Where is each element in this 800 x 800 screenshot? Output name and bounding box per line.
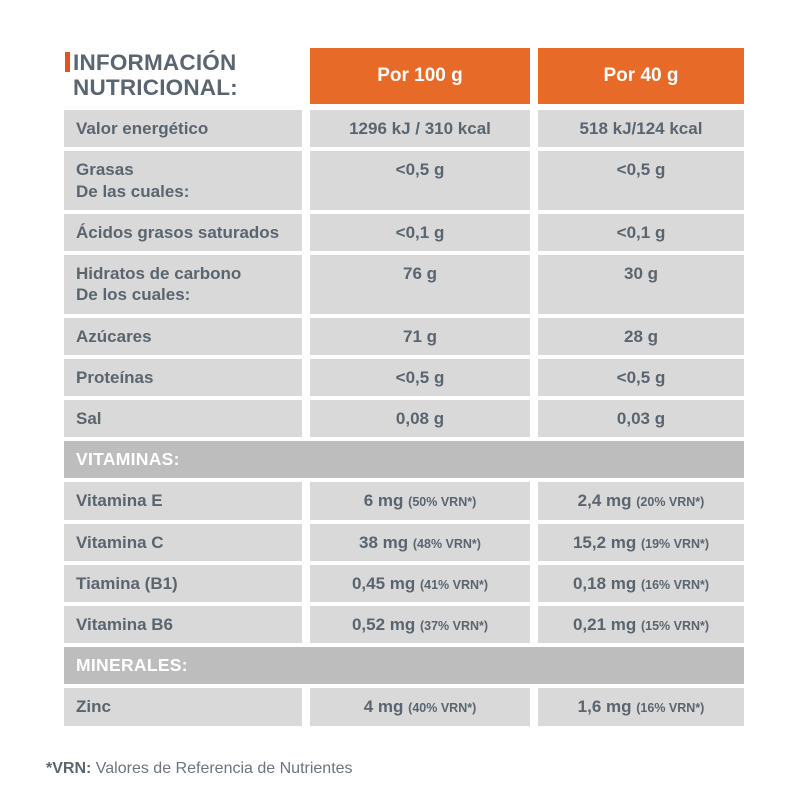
value-text: 6 mg	[363, 491, 404, 511]
title-text	[73, 50, 238, 101]
table-header-row	[64, 48, 744, 104]
row-label	[64, 214, 302, 251]
row-sublabel: De los cuales:	[76, 285, 191, 305]
section-header-row-minerales	[64, 647, 744, 684]
vrn-footnote	[46, 760, 353, 778]
row-label	[64, 359, 302, 396]
section-header-row-vitaminas	[64, 441, 744, 478]
table-row-sal	[64, 400, 744, 437]
column-header-per-40g: Por 40 g	[538, 48, 744, 104]
row-label	[64, 688, 302, 725]
nutrition-table	[64, 48, 744, 730]
value-text: 0,45 mg	[351, 573, 416, 593]
value-per-40g	[538, 400, 744, 437]
section-header-label: VITAMINAS:	[64, 441, 744, 478]
value-per-100g	[310, 400, 530, 437]
value-text: 15,2 mg	[572, 532, 637, 552]
value-text: 1296 kJ / 310 kcal	[349, 119, 491, 138]
value-text: <0,5 g	[616, 367, 666, 387]
row-label	[64, 255, 302, 314]
row-label-text: Hidratos de carbono	[76, 264, 242, 283]
table-row-vitamina-b6	[64, 606, 744, 643]
title-line2: NUTRICIONAL:	[73, 75, 238, 101]
accent-bar-icon	[65, 52, 70, 72]
value-vrn-note: (41% VRN*)	[419, 577, 489, 592]
value-per-100g	[310, 565, 530, 602]
row-label-text: Sal	[76, 409, 102, 428]
table-title	[64, 48, 302, 104]
value-per-40g	[538, 482, 744, 519]
table-row-azucares	[64, 318, 744, 355]
value-per-40g	[538, 524, 744, 561]
value-per-100g	[310, 482, 530, 519]
row-label-text: Tiamina (B1)	[76, 573, 178, 593]
value-per-40g	[538, 255, 744, 314]
value-text: 0,08 g	[395, 409, 445, 428]
value-text: 0,52 mg	[351, 615, 416, 634]
title-line1: INFORMACIÓN	[73, 50, 237, 75]
vrn-footnote-definition: Valores de Referencia de Nutrientes	[95, 760, 353, 777]
value-text: 518 kJ/124 kcal	[579, 119, 703, 138]
table-row-hidratos-de-carbono	[64, 255, 744, 314]
value-text: 30 g	[623, 264, 659, 283]
value-text: 2,4 mg	[577, 491, 632, 511]
row-label	[64, 400, 302, 437]
value-per-40g	[538, 606, 744, 643]
value-per-100g	[310, 318, 530, 355]
row-label-text: Valor energético	[76, 119, 209, 138]
value-text: <0,5 g	[616, 160, 666, 180]
value-per-40g	[538, 688, 744, 725]
value-vrn-note: (19% VRN*)	[640, 536, 710, 551]
row-label	[64, 606, 302, 643]
value-text: 0,21 mg	[572, 615, 637, 634]
value-per-100g	[310, 688, 530, 725]
row-label-text: Azúcares	[76, 326, 152, 346]
value-text: <0,1 g	[395, 222, 445, 242]
value-text: <0,5 g	[395, 367, 445, 387]
row-label-text: Vitamina E	[76, 491, 163, 511]
row-label	[64, 524, 302, 561]
value-text: <0,1 g	[616, 222, 666, 242]
row-label	[64, 110, 302, 147]
value-vrn-note: (48% VRN*)	[412, 536, 481, 551]
value-per-40g	[538, 110, 744, 147]
vrn-footnote-term: *VRN:	[46, 760, 92, 777]
value-per-40g	[538, 214, 744, 251]
table-row-valor-energetico	[64, 110, 744, 147]
row-label-text: Grasas	[76, 160, 134, 180]
value-vrn-note: (20% VRN*)	[636, 495, 705, 510]
value-vrn-note: (37% VRN*)	[419, 619, 489, 633]
value-text: 28 g	[623, 326, 659, 346]
row-sublabel: De las cuales:	[76, 181, 190, 201]
row-label-text: Ácidos grasos saturados	[76, 222, 280, 242]
value-per-40g	[538, 318, 744, 355]
value-vrn-note: (16% VRN*)	[640, 577, 710, 592]
value-per-100g	[310, 214, 530, 251]
value-text: 71 g	[402, 326, 438, 346]
table-row-vitamina-e	[64, 482, 744, 519]
value-per-100g	[310, 110, 530, 147]
value-per-40g	[538, 151, 744, 210]
value-per-40g	[538, 565, 744, 602]
value-vrn-note: (50% VRN*)	[408, 495, 477, 510]
table-row-zinc	[64, 688, 744, 725]
value-text: 4 mg	[363, 697, 404, 717]
table-row-vitamina-c	[64, 524, 744, 561]
row-label	[64, 318, 302, 355]
column-header-per-100g: Por 100 g	[310, 48, 530, 104]
row-label-text: Zinc	[76, 697, 111, 717]
row-label-text: Vitamina C	[76, 532, 164, 552]
value-text: 76 g	[402, 264, 438, 283]
value-per-100g	[310, 255, 530, 314]
row-label	[64, 482, 302, 519]
row-label-text: Vitamina B6	[76, 615, 174, 634]
value-per-100g	[310, 359, 530, 396]
value-text: 0,18 mg	[572, 573, 637, 593]
value-vrn-note: (15% VRN*)	[640, 619, 710, 633]
value-text: 1,6 mg	[577, 697, 632, 717]
value-per-100g	[310, 151, 530, 210]
table-row-acidos-grasos-saturados	[64, 214, 744, 251]
row-label	[64, 565, 302, 602]
value-per-40g	[538, 359, 744, 396]
table-row-grasas	[64, 151, 744, 210]
row-label	[64, 151, 302, 210]
table-row-proteinas	[64, 359, 744, 396]
value-text: 0,03 g	[616, 409, 666, 428]
value-vrn-note: (16% VRN*)	[636, 701, 705, 716]
row-label-text: Proteínas	[76, 367, 154, 387]
value-vrn-note: (40% VRN*)	[408, 701, 477, 716]
table-row-tiamina-b1	[64, 565, 744, 602]
value-text: <0,5 g	[395, 160, 445, 180]
section-header-label: MINERALES:	[64, 647, 744, 684]
value-per-100g	[310, 524, 530, 561]
value-text: 38 mg	[359, 532, 409, 552]
value-per-100g	[310, 606, 530, 643]
